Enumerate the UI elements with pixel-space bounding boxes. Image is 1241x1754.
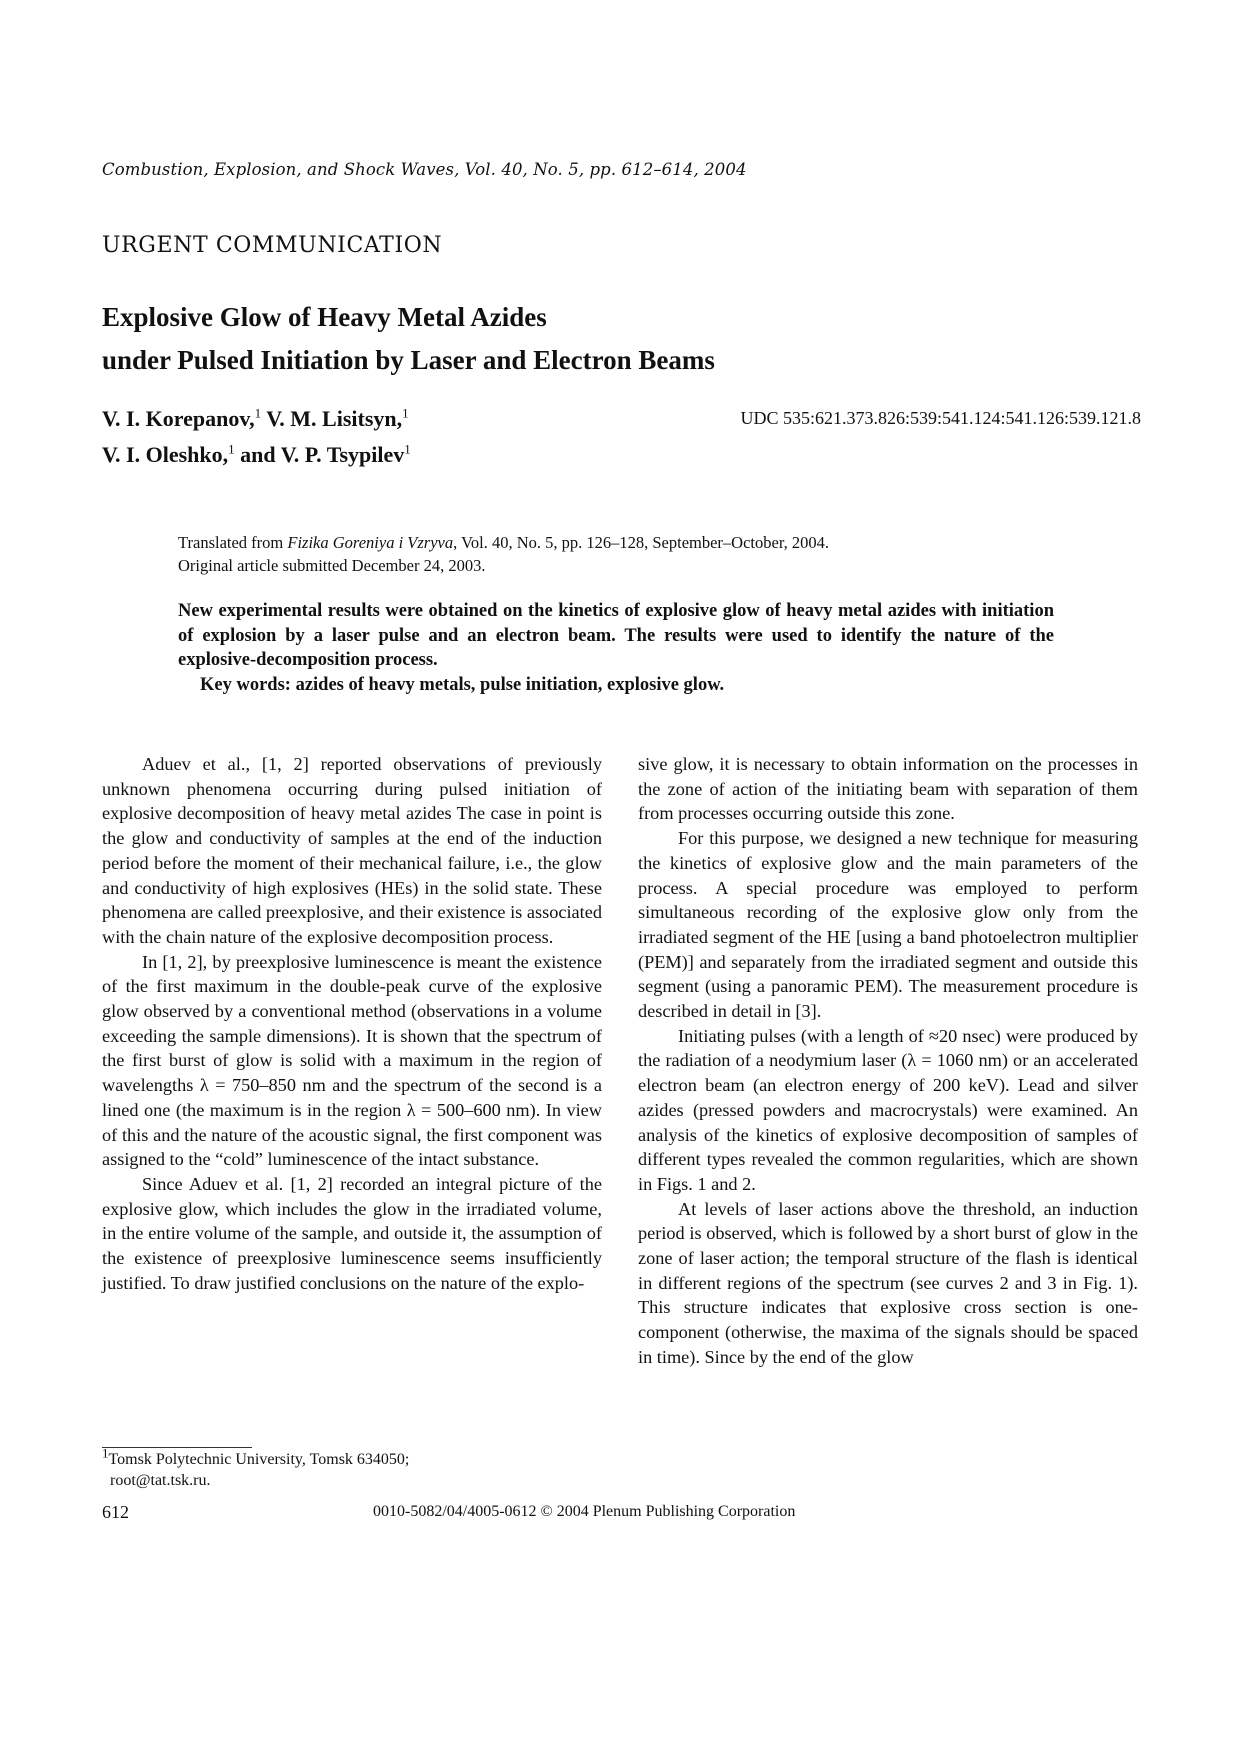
affiliation-mark: 1 [228,441,235,457]
author-name: and V. P. Tsypilev [240,442,405,467]
footnote-affiliation: Tomsk Polytechnic University, Tomsk 634050; [108,1451,410,1468]
paragraph: Initiating pulses (with a length of ≈20 nsec) were produced by the radiation of a neodymium laser (λ = 1060 nm) or an accelerated electron beam (an electron energy of 200 keV). Lead and silver azides (pressed powders and macrocrystals) were examined. An analysis of the kinetics of explosive decomposition of samples of different types revealed the common regularities, which are shown in Figs. 1 and 2. [638,1025,1138,1194]
abstract-text: New experimental results were obtained on the kinetics of explosive glow of heavy metal azides with initiation of explosion by a laser pulse and an electron beam. The results were used to identify the nature of the explosive-decomposition process. [178,601,1054,670]
paragraph: Aduev et al., [1, 2] reported observations of previously unknown phenomena occurring during pulsed initiation of explosive decomposition of heavy metal azides The case in point is the glow and conductivity of samples at the end of the induction period before the moment of their mechanical failure, i.e., the glow and conductivity of high explosives (HEs) in the solid state. These phenomena are called preexplosive, and their existence is associated with the chain nature of the explosive decomposition process. [102,754,602,947]
footnote-line-1 [102,1445,410,1470]
translation-source-journal: Fizika Goreniya i Vzryva [287,533,454,552]
author-name: V. M. Lisitsyn, [266,406,403,431]
affiliation-mark: 1 [404,441,411,457]
paragraph: At levels of laser actions above the threshold, an induction period is observed, which is followed by a short burst of glow in the zone of laser action; the temporal structure of the flash is identical in different regions of the spectrum (see curves 2 and 3 in Fig. 1). This structure indicates that explosive cross section is one-component (otherwise, the maxima of the signals should be spaced in time). Since by the end of the glow [638,1198,1138,1367]
translation-note [178,531,1038,577]
footnote-divider [102,1447,252,1448]
page-number: 612 [102,1502,129,1522]
author-name: V. I. Korepanov, [102,406,255,431]
paragraph: In [1, 2], by preexplosive luminescence is meant the existence of the first maximum in the double-peak curve of the explosive glow observed by a conventional method (observations in a volume exceeding the sample dimensions). It is shown that the spectrum of the first burst of glow is solid with a maximum in the region of wavelengths λ = 750–850 nm and the spectrum of the second is a lined one (the maximum is in the region λ = 500–600 nm). In view of this and the nature of the acoustic signal, the first component was assigned to the “cold” luminescence of the intact substance. [102,951,602,1170]
author-line-1 [102,401,411,437]
affiliation-mark: 1 [254,405,262,421]
footnote-email: root@tat.tsk.ru. [110,1472,211,1489]
paragraph: sive glow, it is necessary to obtain information on the processes in the zone of action of the initiating beam with separation of them from processes occurring outside this zone. [638,754,1138,824]
translation-prefix: Translated from [178,533,288,552]
keywords: Key words: azides of heavy metals, pulse initiation, explosive glow. [200,674,725,695]
author-line-2 [102,437,411,473]
section-label: URGENT COMMUNICATION [102,233,443,258]
paragraph: Since Aduev et al. [1, 2] recorded an integral picture of the explosive glow, which includes the glow in the irradiated volume, in the entire volume of the sample, and outside it, the assumption of the existence of preexplosive luminescence seems insufficiently justified. To draw justified conclusions on the nature of the explo- [102,1173,602,1293]
body-column-left [102,752,602,1295]
paragraph: For this purpose, we designed a new technique for measuring the kinetics of explosive glow and the main parameters of the process. A special procedure was employed to perform simultaneous recording of the explosive glow only from the irradiated segment of the HE [using a band photoelectron multiplier (PEM)] and separately from the irradiated segment and outside this segment (using a panoramic PEM). The measurement procedure is described in detail in [3]. [638,828,1138,1022]
journal-citation: Combustion, Explosion, and Shock Waves, Vol. 40, No. 5, pp. 612–614, 2004 [102,160,747,179]
translation-source-line [178,531,1038,554]
footnote [102,1445,410,1491]
footnote-mark: 1 [102,1445,109,1461]
affiliation-mark: 1 [402,405,409,421]
author-list [102,401,411,473]
copyright-line: 0010-5082/04/4005-0612 © 2004 Plenum Publishing Corporation [373,1503,796,1520]
submission-date: Original article submitted December 24, 2003. [178,556,486,575]
title-line-1: Explosive Glow of Heavy Metal Azides [102,302,547,332]
article-title [102,296,715,382]
translation-suffix: , Vol. 40, No. 5, pp. 126–128, September–October, 2004. [453,533,830,552]
author-name: V. I. Oleshko, [102,442,229,467]
abstract [178,599,1054,697]
udc-code: UDC 535:621.373.826:539:541.124:541.126:539.121.8 [740,408,1141,428]
body-column-right [638,752,1138,1370]
title-line-2: under Pulsed Initiation by Laser and Electron Beams [102,345,715,375]
